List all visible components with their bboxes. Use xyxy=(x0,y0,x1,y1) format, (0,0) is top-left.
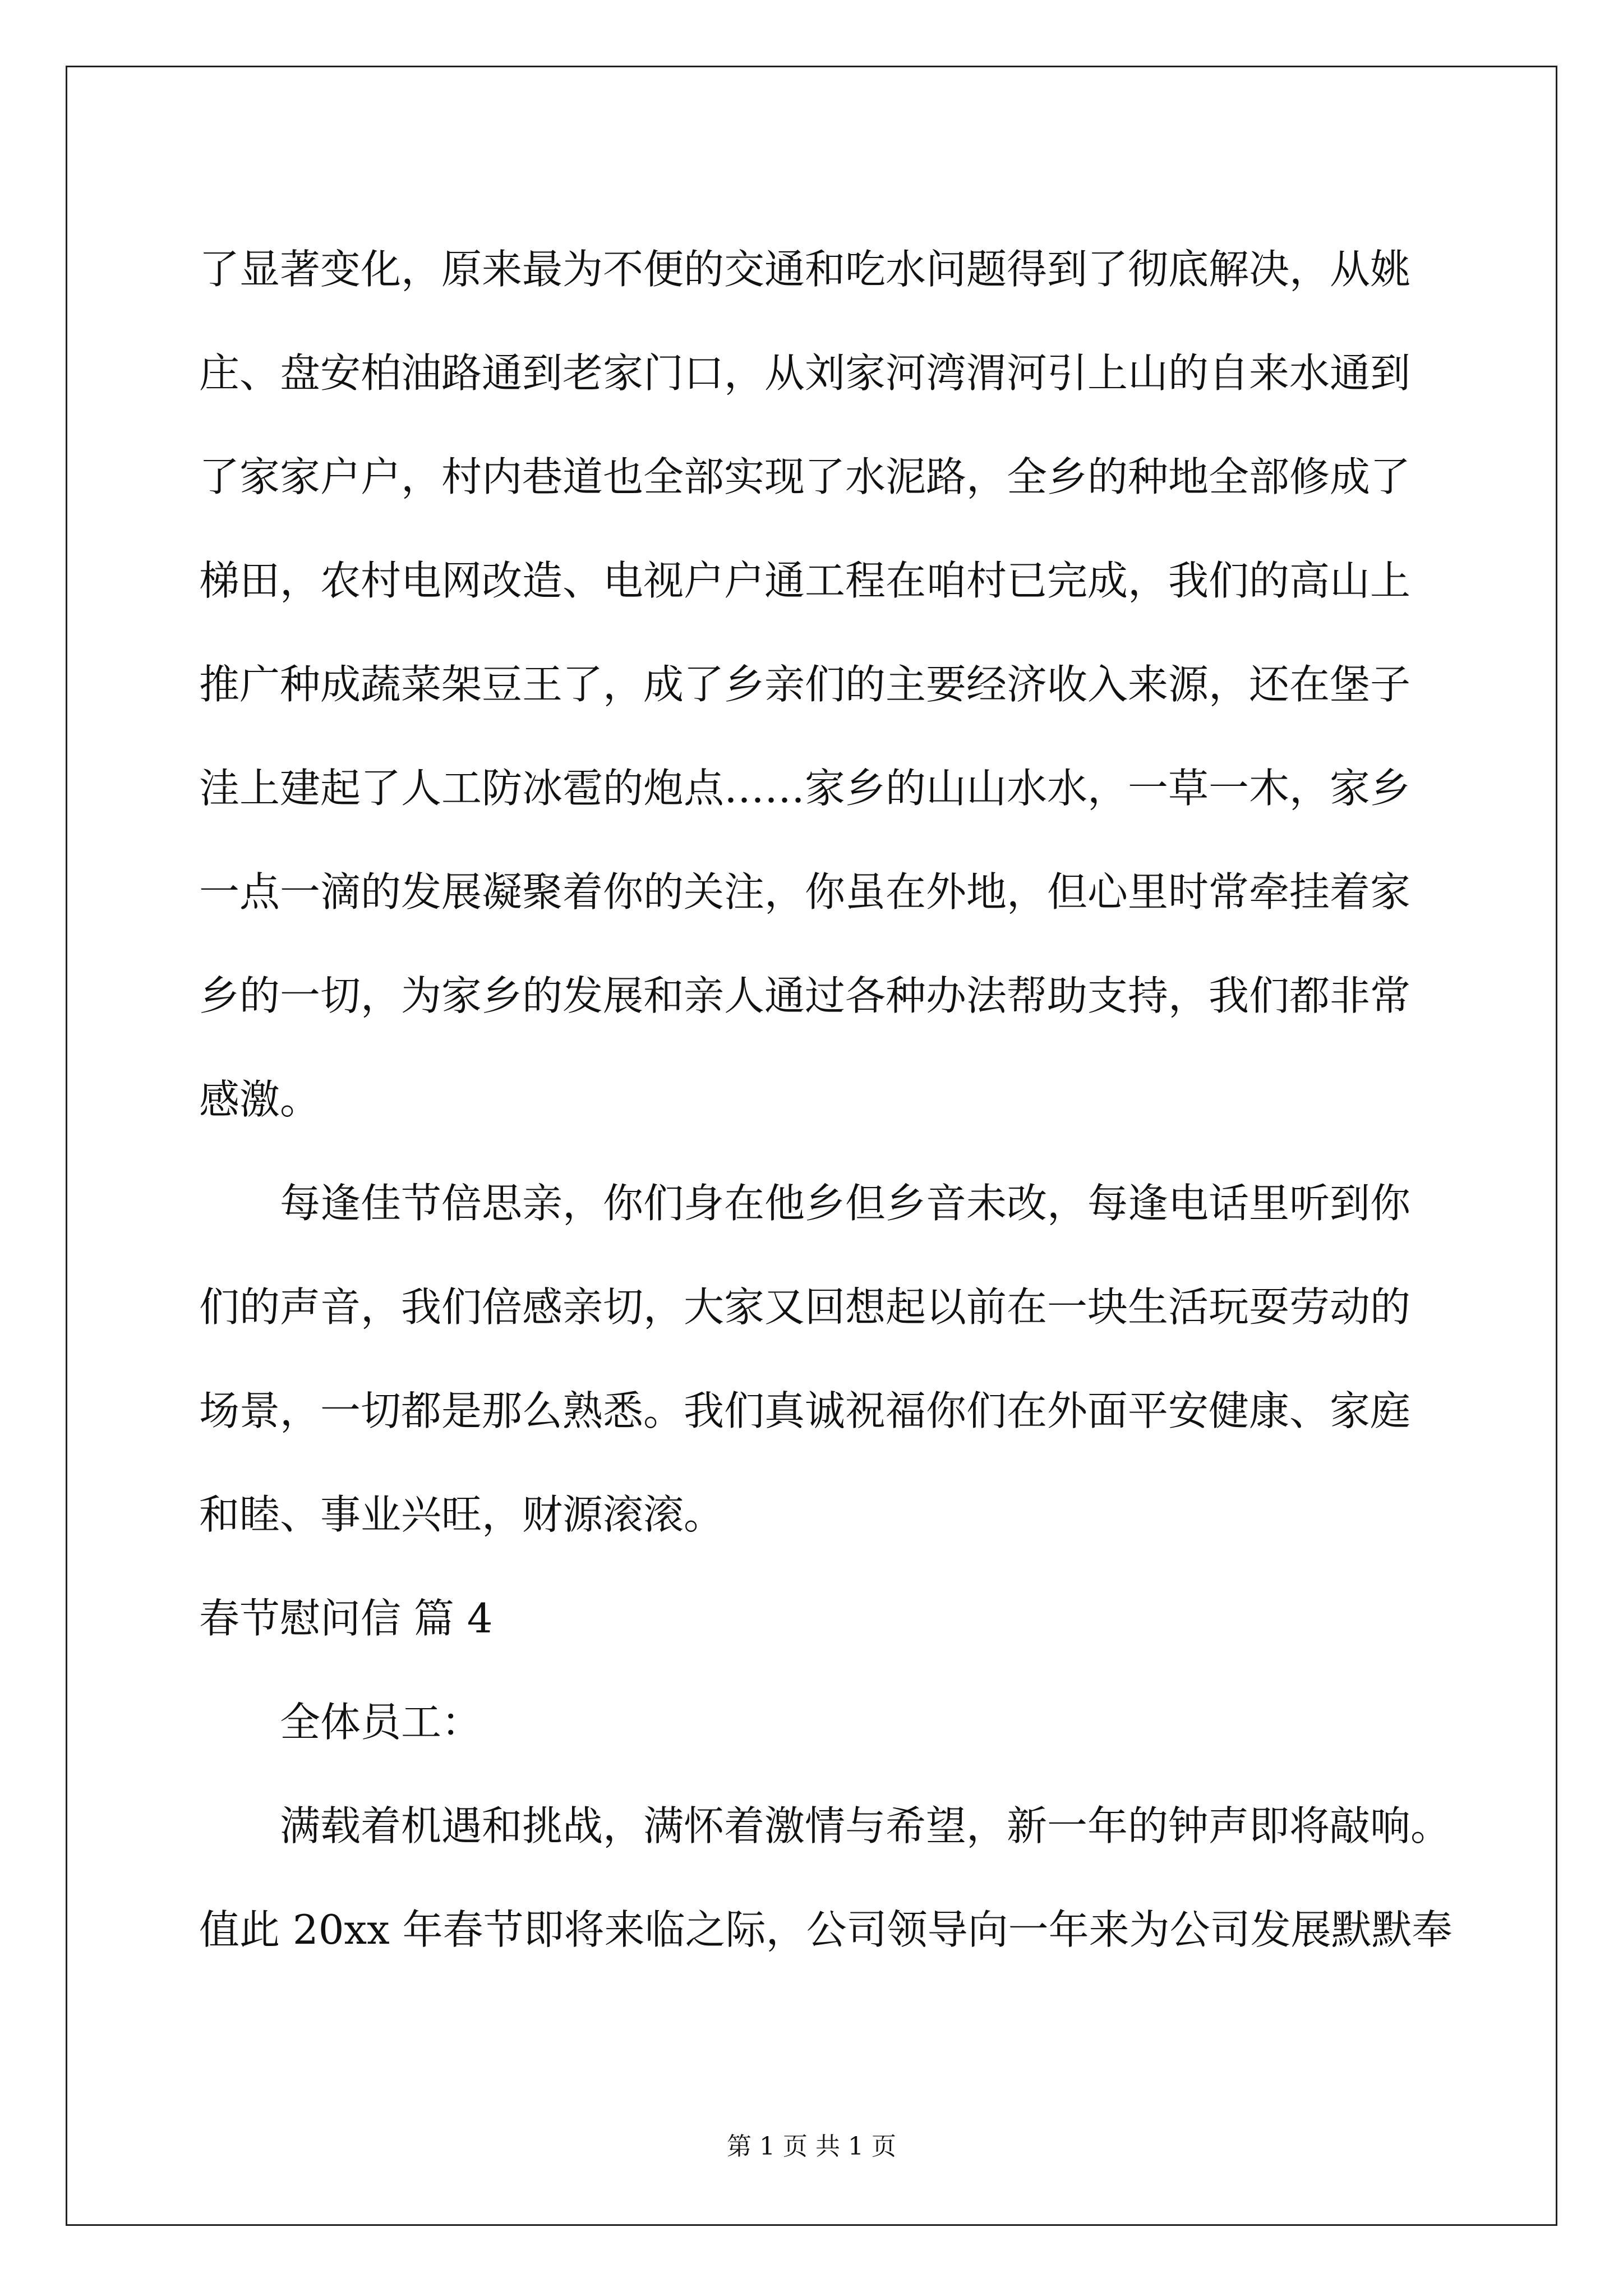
text-line: 了显著变化，原来最为不便的交通和吃水问题得到了彻底解决，从姚 xyxy=(199,246,1411,293)
text-line: 梯田，农村电网改造、电视户户通工程在咱村已完成，我们的高山上 xyxy=(199,557,1411,604)
text-line: 推广种成蔬菜架豆王了，成了乡亲们的主要经济收入来源，还在堡子 xyxy=(199,661,1411,708)
text-line: 感激。 xyxy=(199,1076,321,1123)
text-line: 值此 20xx 年春节即将来临之际，公司领导向一年来为公司发展默默奉 xyxy=(199,1906,1453,1953)
salutation: 全体员工： xyxy=(280,1699,482,1746)
text-line: 洼上建起了人工防冰雹的炮点……家乡的山山水水，一草一木，家乡 xyxy=(199,765,1411,812)
text-line: 一点一滴的发展凝聚着你的关注，你虽在外地，但心里时常牵挂着家 xyxy=(199,868,1411,915)
text-line: 和睦、事业兴旺，财源滚滚。 xyxy=(199,1491,725,1538)
text-line: 乡的一切，为家乡的发展和亲人通过各种办法帮助支持，我们都非常 xyxy=(199,972,1411,1019)
section-heading: 春节慰问信 篇 4 xyxy=(199,1595,493,1642)
paragraph-start-line: 满载着机遇和挑战，满怀着激情与希望，新一年的钟声即将敲响。 xyxy=(280,1802,1451,1849)
page-footer: 第 1 页 共 1 页 xyxy=(727,2132,896,2161)
paragraph-start-line: 每逢佳节倍思亲，你们身在他乡但乡音未改，每逢电话里听到你 xyxy=(280,1180,1411,1227)
text-line: 场景，一切都是那么熟悉。我们真诚祝福你们在外面平安健康、家庭 xyxy=(199,1387,1411,1434)
text-line: 们的声音，我们倍感亲切，大家又回想起以前在一块生活玩耍劳动的 xyxy=(199,1283,1411,1331)
text-line: 庄、盘安柏油路通到老家门口，从刘家河湾渭河引上山的自来水通到 xyxy=(199,349,1411,397)
text-line: 了家家户户，村内巷道也全部实现了水泥路，全乡的种地全部修成了 xyxy=(199,453,1411,500)
document-body xyxy=(199,218,1489,1982)
